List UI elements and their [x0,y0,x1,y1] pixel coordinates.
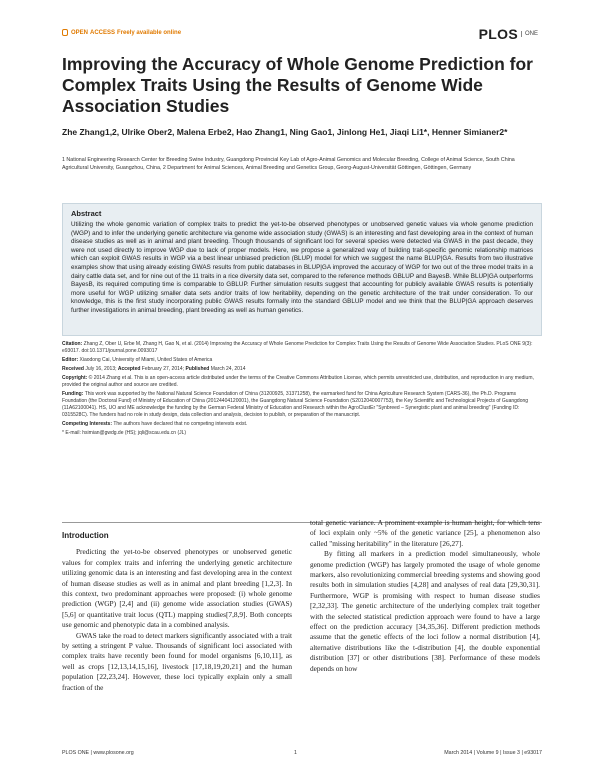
open-access-label: OPEN [71,29,89,36]
footer-issue: March 2014 | Volume 9 | Issue 3 | e93017 [444,750,542,756]
plos-logo-text: PLOS [478,26,518,42]
correspondence-email: * E-mail: hsimian@gwdg.de (HS); jqli@scau.edu.cn (JL) [62,430,187,436]
introduction-heading: Introduction [62,531,109,540]
body-column-left [62,531,292,693]
editor: Editor: Xiaodong Cai, University of Miami, United States of America [62,357,213,363]
copyright: Copyright: © 2014 Zhang et al. This is an open-access article distributed under the terms of the Creative Commons Attribution License, which permits unrestricted use, distribution, and reproduction in any medium, provided the original author and source are credited. [62,375,534,388]
page-footer [62,750,542,760]
citation: Citation: Zhang Z, Ober U, Erbe M, Zhang H, Gao N, et al. (2014) Improving the Accuracy of Whole Genome Prediction for Complex Traits Using the Results of Genome Wide Association Studies. PLoS ONE 9(3): e93017. doi:10.1371/journal.pone.0093017 [62,341,533,354]
paragraph: Predicting the yet-to-be observed phenotypes or unobserved genetic values for complex traits and inferring the underlying genetic architecture utilizing genomic data is an interesting and fast developing area in the context of human disease studies as well as in animal and plant breeding [1,2,3]. In this context, two predominant approaches were proposed: (i) whole genome prediction (WGP) [2,4] and (ii) genome wide association studies (GWAS) [5,6] or quantitative trait locus (QTL) mapping studies[7,8,9]. Both concepts use genomic and phenotypic data in a combined analysis. [62,547,292,630]
abstract-text: Utilizing the whole genomic variation of complex traits to predict the yet-to-be observed phenotypes or unobserved genetic values via whole genome prediction (WGP) and to infer the underlying genetic architecture via genome wide association study (GWAS) is an interesting and fast developing area in the context of human disease studies as well as in animal and plant breeding. Though thousands of significant loci for several species were detected via GWAS in the past decade, they were not used directly to improve WGP due to lack of proper models. Here, we propose a generalized way of building trait-specific genomic relationship matrices which can exploit GWAS results in WGP via a best linear unbiased prediction (BLUP) model for which we suggest the name BLUP|GA. Results from two illustrative examples show that using already existing GWAS results from public databases in BLUP|GA improved the accuracy of WGP for two out of the three model traits in a dairy cattle data set, and for nine out of the 11 traits in a rice diversity data set, compared to the reference methods GBLUP and BayesB. While BLUP|GA outperforms BayesB, its required computing time is comparable to GBLUP. Further simulation results suggest that accounting for publicly available GWAS results is potentially more useful for WGP utilizing smaller data sets and/or traits of low heritability, depending on the genetic architecture of the trait under consideration. To our knowledge, this is the first study incorporating public GWAS results formally into the standard GBLUP model and we think that the BLUP|GA approach deserves further investigations in animal breeding, plant breeding as well as human genetics. [71,221,533,314]
dates: Received July 16, 2013; Accepted February 27, 2014; Published March 24, 2014 [62,366,246,372]
paper-title: Improving the Accuracy of Whole Genome Prediction for Complex Traits Using the Results of Genome Wide Association Studies [62,54,533,116]
affiliations: 1 National Engineering Research Center for Breeding Swine Industry, Guangdong Provincial Key Lab of Agro-Animal Genomics and Molecular Breeding, College of Animal Science, South China Agricultural University, Guangzhou, China, 2 Department for Animal Sciences, Animal Breeding and Genetics Group, Georg-August-Universität Göttingen, Göttingen, Germany [62,157,515,171]
open-access-badge [62,29,181,36]
plos-one-text: ONE [521,31,538,37]
paragraph: total genetic variance. A prominent example is human height, for which tens of loci explain only ~5% of the genetic variance [25], a phenomenon also called "missing heritability" in the literature [26,27]. [310,518,540,548]
journal-logo [479,26,538,42]
open-access-accent: ACCESS [90,29,116,36]
article-metadata [62,341,542,439]
open-lock-icon [62,29,68,36]
abstract-heading: Abstract [71,209,102,218]
funding: Funding: This work was supported by the National Natural Science Foundation of China (31200925, 31371258), the earmarked fund for China Agriculture Research System (CARS-36), the Ph.D. Programs Foundation (the Doctoral Fund) of Ministry of Education of China (20124404120001), the Guangdong Natural Science Foundation (S2012040007753), the Key Scientific and Technological Projects of Guangdong (11A62100041). HS, UO and ME acknowledge the funding by the German Federal Ministry of Education and Research within the AgroClustEr "Synbreed – Synergistic plant and animal breeding" (Funding ID: 0315528C). The funders had no role in study design, data collection and analysis, decision to publish, or preparation of the manuscript. [62,391,529,418]
body-column-right [310,518,540,674]
footer-journal: PLOS ONE | www.plosone.org [62,750,134,756]
competing-interests: Competing Interests: The authors have declared that no competing interests exist. [62,421,248,427]
open-access-rest: Freely available online [117,29,182,36]
page-number: 1 [294,750,297,756]
paragraph: By fitting all markers in a prediction model simultaneously, whole genome prediction (WGP) has largely promoted the usage of whole genome markers, also revolutionizing commercial breeding systems and showing good results both in simulation studies [4,28] and analyses of real data [29,30,31]. Furthermore, WGP is promising with respect to human disease studies [2,32,33]. The genetic architecture of the underlying complex trait together with the selected statistical prediction approach were found to have a large effect on the prediction accuracy [34,35,36]. Different prediction methods assume that the genetic effects of the loci follow a normal distribution [4], alternative distributions like the t-distribution [4], the double exponential distribution [37] or other distributions [38]. Performance of these models depends on how [310,549,540,673]
abstract-box [62,203,542,336]
paragraph: GWAS take the road to detect markers significantly associated with a trait by setting a stringent P value. Thousands of significant loci associated with complex traits have recently been found for model organisms [6,10,11], as well as crops [12,13,14,15,16], livestock [17,18,19,20,21] and the human population [22,23,24]. However, these loci typically explain only a small fraction of the [62,630,292,692]
page-header [62,26,538,42]
author-list: Zhe Zhang1,2, Ulrike Ober2, Malena Erbe2, Hao Zhang1, Ning Gao1, Jinlong He1, Jiaqi Li1*, Henner Simianer2* [62,127,508,137]
